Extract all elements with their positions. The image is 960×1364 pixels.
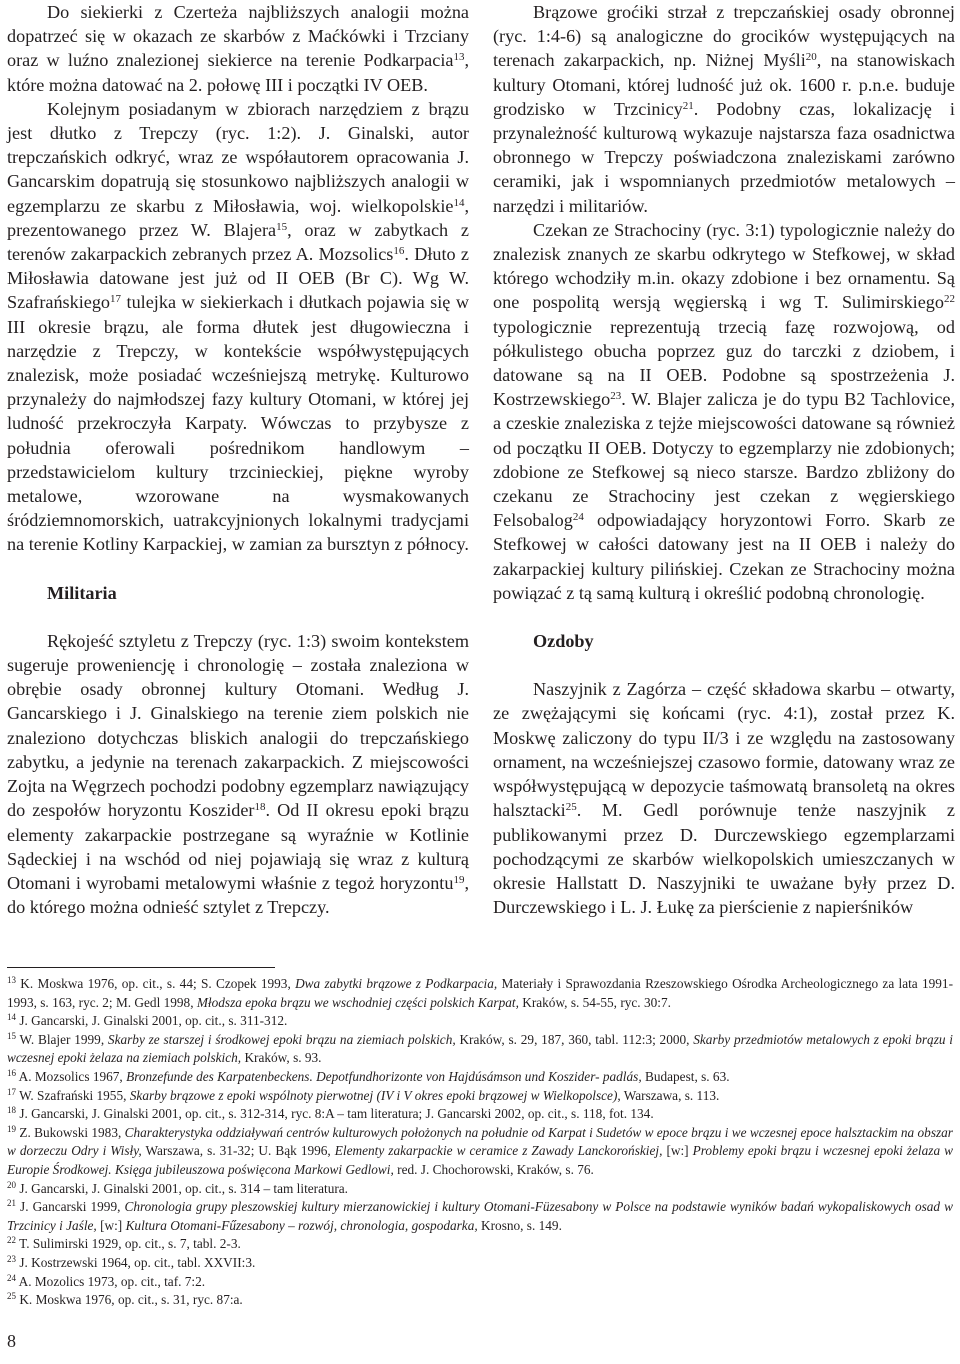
text-run: J. Gancarski 1999, — [16, 1199, 125, 1215]
footnote-number: 25 — [7, 1291, 16, 1302]
left-column-body-after — [7, 629, 469, 919]
text-run: . Podobny czas, lokalizację i przynależność kulturową wykazuje najstarsza faza osadnictwa obronnego w Trepczy poświadczona znaleziskami zarówno ceramiki, jak i wspomnianych przedmiotów metalowych – narzędzi i militariów. — [493, 98, 955, 216]
italic-title: Kultura Otomani-Fűzesabony – rozwój, chronologia, gospodarka, — [125, 1217, 478, 1233]
footnote-reference: 14 — [453, 196, 465, 209]
italic-title: Elementy zakarpackie w ceramice z Zawady Lanckorońskiej, — [334, 1143, 663, 1159]
footnote-number: 24 — [7, 1272, 16, 1283]
footnote-number: 20 — [7, 1179, 16, 1190]
footnote-reference: 15 — [276, 220, 288, 233]
text-run: W. Blajer 1999, — [16, 1031, 108, 1047]
text-run: Naszyjnik z Zagórza – część składowa skarbu – otwarty, ze zwężającymi się końcami (ryc. 4:1), został przez K. Moskwę zaliczony do typu II/3 i ze względu na zastosowany ornament, na wcześniejszej czasowo formie, datowany wraz ze współwystępującą w depozycie taśmowatą bransoletą na okres halsztacki — [493, 679, 955, 821]
footnote-22 — [7, 1235, 953, 1254]
footnote-reference: 13 — [453, 51, 465, 64]
footnote-number: 22 — [7, 1235, 16, 1246]
left-column — [7, 0, 469, 919]
text-run: Brązowe groćiki strzał z trepczańskiej osady obronnej (ryc. 1:4-6) są analogiczne do grocików występujących na terenach zakarpackich, np. Niżnej Myśli — [493, 2, 955, 71]
text-run: Kolejnym posiadanym w zbiorach narzędziem z brązu jest dłutko z Trepczy (ryc. 1:2). J. Ginalski, autor trepczańskich odkryć, wraz ze współautorem opracowania J. Gancarskim dopatrują się stosunkowo najbliższych analogii w egzemplarzu ze skarbu z Miłosławia, woj. wielkopolskie — [7, 98, 469, 216]
paragraph — [7, 97, 469, 557]
footnote-reference: 18 — [254, 801, 266, 814]
paragraph — [493, 218, 955, 605]
footnote-19 — [7, 1124, 953, 1180]
text-run: , Warszawa, s. 113. — [617, 1087, 720, 1103]
italic-title: Skarby przedmiotów metalowych z epoki brązu i wczesnej epoki żelaza na ziemiach polskich, — [7, 1031, 953, 1066]
text-run: Krosno, s. 149. — [477, 1217, 562, 1233]
footnote-number: 19 — [7, 1123, 16, 1134]
text-run: . Od II okresu epoki brązu elementy zakarpackie postrzegane są wyraźnie w Kotlinie Sądeckiej i na wschód od niej pojawiają się wraz z kulturą Otomani i wyrobami metalowymi właśnie z tegoż horyzontu — [7, 800, 469, 893]
text-run: odpowiadający horyzontowi Forro. Skarb ze Stefkowej w całości datowany jest na II OEB i należy do zakarpackiej kultury pilińskiej. Czekan ze Strachociny można powiązać z tą samą kulturą i określić podobną chronologię. — [493, 510, 955, 603]
text-run: Materiały i Sprawozdania Rzeszowskiego Ośrodka Archeologicznego za lata 1991-1993, s. 163, ryc. 2; M. Gedl 1998, — [7, 976, 953, 1010]
text-run: Rękojeść sztyletu z Trepczy (ryc. 1:3) swoim kontekstem sugeruje proweniencję i chronologię – została znaleziona w obrębie osady obronnej kultury Otomani. Według J. Gancarskiego i J. Ginalskiego na terenie ziem polskich nie znaleziono dotychczas bliskich analogii do trepczańskiego zabytku, a jedynie na terenach zakarpackich. Z miejscowości Zojta na Węgrzech pochodzi podobny egzemplarz nawiązujący do zespołów horyzontu Koszider — [7, 630, 469, 821]
text-run: Kraków, s. 54-55, ryc. 30:7. — [518, 994, 671, 1010]
left-column-body — [7, 0, 469, 557]
text-run: , na stanowiskach kultury Otomani, której ludność już ok. 1600 r. p.n.e. buduje grodzisko w Trzcinicy — [493, 50, 956, 119]
text-run: tulejka w siekierkach i dłutkach pojawia się w III okresie brązu, ale forma dłutek jest długowieczna i narzędzie z Trepczy, w kontekście współwystępujących znalezisk, może posiadać wcześniejszą metrykę. Kulturowo przynależy do najmłodszej fazy kultury Otomani, w której jej ludność przekroczyła Karpaty. Wówczas to przybysze z południa oferowali pośrednikom handlowym – przedstawicielom kultury trzcinieckiej, piękne wyroby metalowe, wzorowane na wysmakowanych śródziemnomorskich, uatrakcyjnionych lokalnymi tradycjami na terenie Kotliny Karpackiej, w zamian za bursztyn z północy. — [7, 292, 469, 555]
text-run: Czekan ze Strachociny (ryc. 3:1) typologicznie należy do znalezisk znanych ze skarbu odkrytego w Stefkowej, w skład którego wchodziły m.in. okazy zdobione i bez ornamentu. Są one pospolitą wersją węgierską i wg T. Sulimirskiego — [493, 219, 955, 313]
footnote-14 — [7, 1012, 953, 1031]
page-number: 8 — [7, 1331, 16, 1351]
italic-title: Bronzefunde des Karpatenbeckens. Depotfundhorizonte von Hajdúsámson und Koszider- padlás, — [126, 1068, 642, 1084]
text-run: Do siekierki z Czerteża najbliższych analogii można dopatrzeć się w okazach ze skarbów z Maćkówki i Trzciany oraz w luźno znalezionej siekierce na terenie Podkarpacia — [7, 2, 469, 71]
footnote-15 — [7, 1031, 953, 1068]
footnote-reference: 22 — [944, 293, 955, 306]
footnote-reference: 17 — [110, 293, 122, 306]
text-run: . W. Blajer zalicza je do typu B2 Tachlovice, a czeskie znaleziska z tejże miejscowości datowane są również od początku II OEB. Dotyczy to egzemplarzy nie zdobionych; zdobione ze Stefkowej są nieco starsze. Bardzo zbliżony do czekanu ze Strachociny jest czekan z węgierskiego Felsobalog — [493, 389, 955, 531]
text-run: , prezentowanego przez W. Blajera — [7, 195, 469, 240]
italic-title: Chronologia grupy pleszowskiej kultury mierzanowickiej i kultury Otomani-Füzesabony w Polsce na podstawie wyników badań wykopaliskowych osad w Trzcinicy i Jaśle, — [7, 1199, 953, 1233]
text-run: typologicznie reprezentują trzecią fazę rozwojową, od półkulistego obucha poprzez guz do tarczki z dziobem, i datowane są na II OEB. Podobne są spostrzeżenia J. Kostrzewskiego — [493, 316, 955, 410]
footnote-reference: 21 — [682, 99, 694, 112]
text-run: . M. Gedl porównuje tenże naszyjnik z publikowanymi przez D. Durczewskiego egzemplarzami pochodzącymi ze skarbów wielkopolskich umieszczanych w okresie Hallstatt D. Naszyjniki te uważane były przez D. Durczewskiego i L. J. Łukę za pierścienie z napierśników — [493, 800, 955, 918]
footnote-24 — [7, 1273, 953, 1292]
footnote-number: 17 — [7, 1086, 16, 1097]
text-run: K. Moskwa 1976, op. cit., s. 44; S. Czopek 1993, — [16, 976, 296, 991]
footnote-reference: 25 — [565, 801, 577, 814]
paragraph — [493, 677, 955, 919]
footnotes — [7, 975, 953, 1310]
right-column — [493, 0, 955, 919]
text-run: A. Mozsolics 1967, — [16, 1068, 127, 1084]
right-column-body — [493, 0, 955, 605]
italic-title: Problemy epoki brązu i wczesnej epoki żelaza w Europie Środkowej. Księga jubileuszowa poświęcona Markowi Gedlowi, — [7, 1143, 954, 1177]
text-run: [w:] — [96, 1217, 126, 1233]
footnote-23 — [7, 1254, 953, 1273]
footnote-25 — [7, 1291, 953, 1310]
text-run: , które można datować na 2. połowę III i początki IV OEB. — [7, 50, 469, 95]
text-run: , do którego można odnieść sztylet z Trepczy. — [7, 872, 469, 918]
section-heading-militaria: Militaria — [47, 582, 117, 603]
paragraph — [493, 0, 955, 218]
italic-title: Charakterystyka oddziaływań centrów kulturowych położonych na południe od Karpat i Sudetów w epoce brązu i we wczesnej epoce halsztackim na obszar w dorzeczu Odry i Wisły, — [7, 1124, 953, 1159]
footnote-reference: 16 — [393, 245, 405, 258]
footnote-number: 18 — [7, 1105, 16, 1116]
section-heading-ozdoby: Ozdoby — [533, 631, 594, 652]
italic-title: Dwa zabytki brązowe z Podkarpacia, — [295, 976, 498, 991]
footnote-number: 16 — [7, 1067, 16, 1078]
text-run: Kraków, s. 93. — [241, 1050, 322, 1066]
footnote-number: 15 — [7, 1030, 16, 1041]
text-run: W. Szafrański 1955, — [16, 1087, 130, 1103]
footnote-number: 21 — [7, 1198, 16, 1209]
text-run: T. Sulimirski 1929, op. cit., s. 7, tabl. 2-3. — [16, 1236, 241, 1252]
text-run: K. Moskwa 1976, op. cit., s. 31, ryc. 87:a. — [16, 1292, 243, 1308]
footnote-number: 14 — [7, 1012, 16, 1023]
text-run: Kraków, s. 29, 187, 360, tabl. 112:3; 2000, — [455, 1031, 694, 1047]
paragraph — [7, 0, 469, 97]
footnote-13 — [7, 975, 953, 1012]
footnote-reference: 24 — [572, 511, 584, 524]
italic-title: Skarby brązowe z epoki wspólnoty pierwotnej (IV i V okres epoki brązowej w Wielkopolsce) — [129, 1087, 618, 1103]
footnote-number: 13 — [7, 975, 16, 985]
text-run: J. Gancarski, J. Ginalski 2001, op. cit., s. 312-314, ryc. 8:A – tam literatura; J. Gancarski 2002, op. cit., s. 118, fot. 134. — [16, 1106, 654, 1122]
footnote-number: 23 — [7, 1253, 16, 1264]
footnote-separator — [7, 967, 275, 968]
italic-title: Młodsza epoka brązu we wschodniej części polskich Karpat, — [196, 994, 519, 1010]
text-run: , oraz w zabytkach z terenów zakarpackich zebranych przez A. Mozsolics — [7, 219, 469, 265]
footnote-16 — [7, 1068, 953, 1087]
text-run: A. Mozolics 1973, op. cit., taf. 7:2. — [16, 1273, 206, 1289]
text-run: J. Gancarski, J. Ginalski 2001, op. cit., s. 314 – tam literatura. — [16, 1180, 348, 1196]
footnote-reference: 23 — [610, 390, 622, 403]
footnote-21 — [7, 1198, 953, 1235]
right-column-body-after — [493, 677, 955, 919]
footnote-reference: 19 — [453, 873, 465, 886]
text-run: Budapest, s. 63. — [641, 1068, 730, 1084]
text-run: J. Gancarski, J. Ginalski 2001, op. cit., s. 311-312. — [16, 1013, 288, 1029]
text-run: J. Kostrzewski 1964, op. cit., tabl. XXVII:3. — [16, 1254, 256, 1270]
italic-title: Skarby ze starszej i środkowej epoki brązu na ziemiach polskich, — [107, 1031, 456, 1047]
text-run: [w:] — [662, 1143, 693, 1159]
text-run: . Dłuto z Miłosławia datowane jest już od II OEB (Br C). Wg W. Szafrańskiego — [7, 244, 469, 313]
text-run: Z. Bukowski 1983, — [16, 1124, 125, 1140]
footnote-20 — [7, 1180, 953, 1199]
paragraph — [7, 629, 469, 919]
footnote-reference: 20 — [805, 51, 817, 64]
text-run: Warszawa, s. 31-32; U. Bąk 1996, — [141, 1143, 335, 1159]
footnote-17 — [7, 1087, 953, 1106]
footnote-18 — [7, 1105, 953, 1124]
text-run: red. J. Chochorowski, Kraków, s. 76. — [393, 1161, 594, 1177]
